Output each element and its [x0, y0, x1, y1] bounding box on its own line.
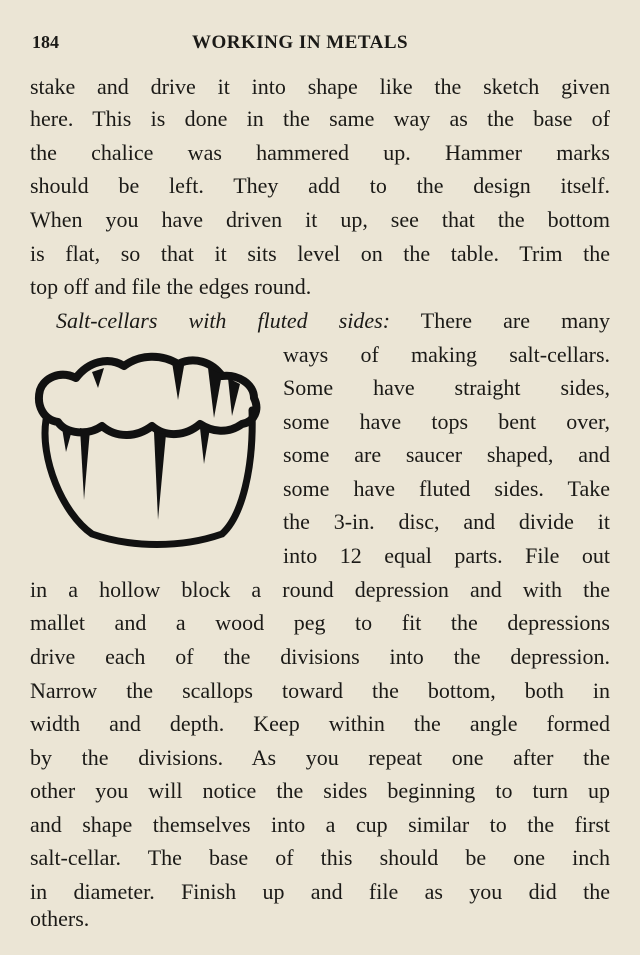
text-line: and shape themselves into a cup similar to the first [30, 812, 610, 837]
subhead-line [56, 306, 610, 336]
text-line: by the divisions. As you repeat one after the [30, 745, 610, 770]
text-line: in a hollow block a round depression and with the [30, 577, 610, 602]
text-line: other you will notice the sides beginning to turn up [30, 778, 610, 803]
text-line: ways of making salt-cellars. [283, 342, 610, 367]
text-line: mallet and a wood peg to fit the depressions [30, 610, 610, 635]
text-line: here. This is done in the same way as the base of [30, 106, 610, 131]
page-number: 184 [32, 32, 59, 52]
subhead-italic: Salt-cellars with fluted sides: [56, 308, 391, 333]
text-line: some are saucer shaped, and [283, 442, 610, 467]
page-header [32, 30, 612, 60]
text-line: top off and file the edges round. [30, 274, 312, 299]
text-line: When you have driven it up, see that the bottom [30, 207, 610, 232]
running-head: WORKING IN METALS [192, 32, 409, 53]
text-line: Narrow the scallops toward the bottom, both in [30, 678, 610, 703]
text-line: should be left. They add to the design itself. [30, 173, 610, 198]
text-line: width and depth. Keep within the angle formed [30, 711, 610, 736]
text-line: drive each of the divisions into the depression. [30, 644, 610, 669]
text-line: others. [30, 906, 90, 931]
subhead-rest: There are many [420, 308, 610, 333]
fluted-salt-cellar-drawing [32, 348, 262, 558]
text-line: the chalice was hammered up. Hammer marks [30, 140, 610, 165]
text-line: is flat, so that it sits level on the table. Trim the [30, 241, 610, 266]
text-line: some have tops bent over, [283, 409, 610, 434]
text-line: some have fluted sides. Take [283, 476, 610, 501]
text-line: Some have straight sides, [283, 375, 610, 400]
text-line: stake and drive it into shape like the sketch given [30, 74, 610, 99]
text-line: salt-cellar. The base of this should be one inch [30, 845, 610, 870]
salt-cellar-illustration [32, 348, 262, 558]
text-line: into 12 equal parts. File out [283, 543, 610, 568]
text-line: the 3-in. disc, and divide it [283, 509, 610, 534]
text-line: in diameter. Finish up and file as you did the [30, 879, 610, 904]
